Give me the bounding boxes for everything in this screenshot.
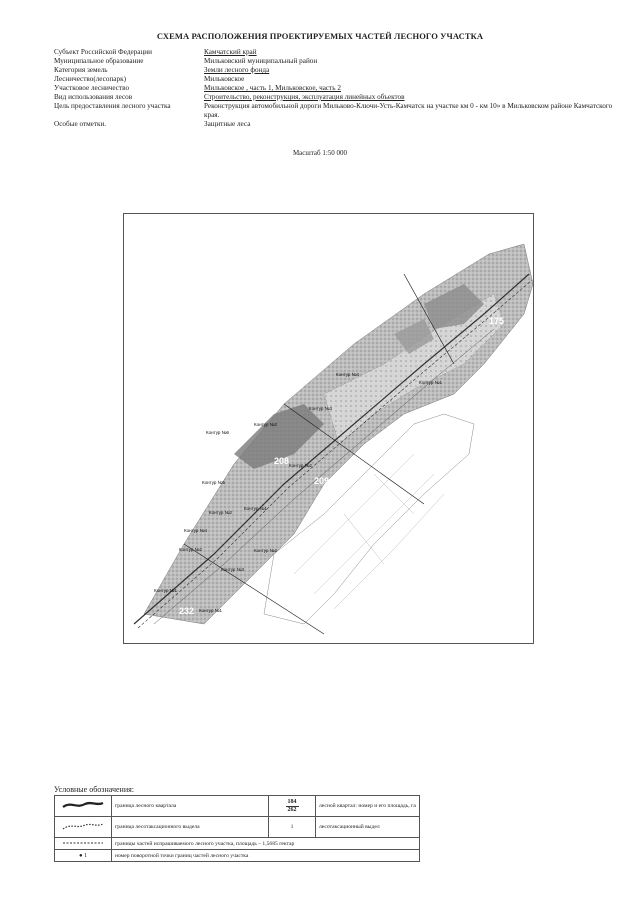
dashed-boundary-icon bbox=[55, 838, 112, 850]
legend-row bbox=[55, 838, 420, 850]
contour-label: Контур №1 bbox=[154, 588, 178, 593]
info-value: Мильковское , часть 1, Мильковское, часть 2 bbox=[204, 84, 341, 92]
legend-row bbox=[55, 850, 420, 862]
info-row bbox=[54, 48, 614, 57]
quarter-boundary-icon bbox=[55, 796, 112, 817]
contour-label: Контур №2 bbox=[179, 547, 203, 552]
info-row bbox=[54, 120, 614, 129]
info-label: Муниципальное образование bbox=[54, 57, 144, 65]
contour-label: Контур №2 bbox=[289, 463, 313, 468]
allotment-boundary-icon bbox=[55, 817, 112, 838]
info-block bbox=[54, 48, 614, 129]
legend-text: лесотаксационный выдел bbox=[316, 817, 420, 838]
info-row bbox=[54, 57, 614, 66]
info-label: Категория земель bbox=[54, 66, 108, 74]
info-value: Мильковское bbox=[204, 75, 245, 83]
info-value: Строительство, реконструкция, эксплуатация линейных объектов bbox=[204, 93, 405, 101]
quarter-number: 178 bbox=[516, 334, 532, 344]
page-title: СХЕМА РАСПОЛОЖЕНИЯ ПРОЕКТИРУЕМЫХ ЧАСТЕЙ ЛЕСНОГО УЧАСТКА bbox=[156, 31, 484, 41]
legend-row bbox=[55, 817, 420, 838]
info-label: Особые отметки. bbox=[54, 120, 107, 128]
legend-row bbox=[55, 796, 420, 817]
quarter-number-sample bbox=[269, 796, 316, 817]
info-label: Участковое лесничество bbox=[54, 84, 130, 92]
info-label: Цель предоставления лесного участка bbox=[54, 102, 171, 110]
info-row bbox=[54, 66, 614, 75]
info-row bbox=[54, 102, 614, 120]
quarter-area-bottom: 262 bbox=[287, 806, 297, 813]
info-value: Реконструкция автомобильной дороги Мильково-Ключи-Усть-Камчатск на участке км 0 - км 10» в Мильковском районе Камчатского края. bbox=[204, 102, 613, 119]
info-label: Лесничество(лесопарк) bbox=[54, 75, 126, 83]
allotment-number-sample: 1 bbox=[269, 817, 316, 838]
contour-label: Контур №3 bbox=[309, 406, 333, 411]
legend-text: номер поворотной точки границ частей лесного участка bbox=[112, 850, 420, 862]
info-value: Защитные леса bbox=[204, 120, 251, 128]
legend-title: Условные обозначения: bbox=[54, 785, 135, 794]
info-row bbox=[54, 93, 614, 102]
legend-text: лесной квартал: номер и его площадь, га bbox=[316, 796, 420, 817]
info-value: Камчатский край bbox=[204, 48, 257, 56]
contour-label: Контур №1 bbox=[244, 506, 268, 511]
contour-label: Контур №6 bbox=[206, 430, 230, 435]
legend-text: граница лесного квартала bbox=[112, 796, 269, 817]
turning-point-label: 1 bbox=[84, 852, 88, 859]
legend-table bbox=[54, 795, 420, 862]
info-value: Мильковский муниципальный район bbox=[204, 57, 318, 65]
quarter-number-top: 184 bbox=[287, 798, 297, 805]
contour-label: Контур №5 bbox=[202, 480, 226, 485]
contour-label: Контур №4 bbox=[184, 528, 208, 533]
contour-label: Контур №1 bbox=[199, 608, 223, 613]
legend-text: граница лесотаксационного выдела bbox=[112, 817, 269, 838]
contour-label: Контур №3 bbox=[221, 567, 245, 572]
quarter-number: 175 bbox=[489, 316, 505, 326]
quarter-number: 208 bbox=[274, 456, 290, 466]
info-row bbox=[54, 84, 614, 93]
map-frame[interactable] bbox=[123, 213, 534, 644]
info-label: Субъект Российской Федерации bbox=[54, 48, 152, 56]
info-value: Земли лесного фонда bbox=[204, 66, 270, 74]
legend-text: границы частей испрашиваемого лесного участка, площадь – 1,5685 гектар bbox=[112, 838, 420, 850]
quarter-number: 232 bbox=[179, 606, 195, 616]
contour-label: Контур №2 bbox=[254, 548, 278, 553]
contour-label: Контур №1 bbox=[419, 380, 443, 385]
info-row bbox=[54, 75, 614, 84]
info-label: Вид использования лесов bbox=[54, 93, 133, 101]
contour-label: Контур №2 bbox=[209, 510, 233, 515]
turning-point-icon: ● 1 bbox=[55, 850, 112, 862]
contour-label: Контур №2 bbox=[254, 422, 278, 427]
contour-label: Контур №4 bbox=[336, 372, 360, 377]
map-canvas[interactable] bbox=[124, 214, 533, 643]
map-scale: Масштаб 1:50 000 bbox=[292, 149, 348, 157]
quarter-number: 209 bbox=[314, 476, 330, 486]
